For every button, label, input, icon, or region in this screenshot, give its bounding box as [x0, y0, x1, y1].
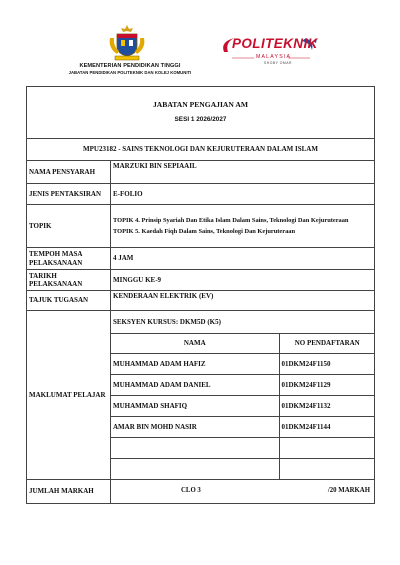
students-cell: [111, 311, 375, 480]
topic-label: TOPIK: [27, 205, 111, 248]
students-table: [111, 311, 375, 479]
politeknik-tagline: SHOBY OMAR: [264, 61, 292, 65]
topic-4: TOPIK 4. Prinsip Syariah Dan Etika Islam Dalam Sains, Teknologi Dan Kejuruteraan: [113, 216, 349, 224]
date-label: TARIKH PELAKSANAAN: [27, 270, 111, 291]
marks-value: /20 MARKAH: [327, 487, 370, 495]
empty-row: [111, 459, 375, 480]
course-title: MPU23182 - SAINS TEKNOLOGI DAN KEJURUTERAAN DALAM ISLAM: [27, 139, 375, 161]
lecturer-label: NAMA PENSYARAH: [27, 161, 111, 184]
assessment-label: JENIS PENTAKSIRAN: [27, 184, 111, 205]
lecturer-value: MARZUKI BIN SEPIAAIL: [111, 161, 375, 184]
course-row: [27, 139, 375, 161]
student-name: MUHAMMAD ADAM DANIEL: [111, 375, 279, 396]
table-row: [111, 354, 375, 375]
students-label: MAKLUMAT PELAJAR: [27, 311, 111, 480]
task-title-value: KENDERAAN ELEKTRIK (EV): [111, 291, 375, 311]
date-row: [27, 270, 375, 291]
assignment-cover-table: [26, 86, 375, 504]
student-reg: 01DKM24F1129: [279, 375, 375, 396]
students-row: [27, 311, 375, 480]
student-reg: 01DKM24F1144: [279, 417, 375, 438]
assessment-row: [27, 184, 375, 205]
course-section: SEKSYEN KURSUS: DKM5D (K5): [111, 311, 375, 334]
session-title: SESI 1 2026/2027: [174, 115, 227, 123]
total-row: [27, 480, 375, 504]
department-title: JABATAN PENGAJIAN AM: [152, 100, 249, 109]
duration-label: TEMPOH MASA PELAKSANAAN: [27, 248, 111, 270]
student-reg: 01DKM24F1132: [279, 396, 375, 417]
student-name: AMAR BIN MOHD NASIR: [111, 417, 279, 438]
task-title-row: [27, 291, 375, 311]
politeknik-wordmark: POLITEKNIK: [232, 36, 318, 51]
topic-5: TOPIK 5. Kaedah Fiqh Dalam Sains, Teknologi Dan Kejuruteraan: [113, 227, 296, 235]
student-name: MUHAMMAD ADAM HAFIZ: [111, 354, 279, 375]
date-value: MINGGU KE-9: [111, 270, 375, 291]
col-reg-header: NO PENDAFTARAN: [279, 334, 375, 354]
duration-row: [27, 248, 375, 270]
student-name: MUHAMMAD SHAFIQ: [111, 396, 279, 417]
assessment-value: E-FOLIO: [111, 184, 375, 205]
empty-row: [111, 438, 375, 459]
topic-row: [27, 205, 375, 248]
col-name-header: NAMA: [111, 334, 279, 354]
ministry-department: JABATAN PENDIDIKAN POLITEKNIK DAN KOLEJ KOMUNITI: [68, 70, 192, 75]
topic-cell: [111, 205, 375, 248]
task-title-label: TAJUK TUGASAN: [27, 291, 111, 311]
table-row: [111, 396, 375, 417]
total-label: JUMLAH MARKAH: [27, 480, 111, 504]
malaysia-crest-logo: [107, 24, 147, 62]
clo-value: CLO 3: [181, 487, 201, 495]
ministry-heading: [60, 63, 200, 75]
lecturer-row: [27, 161, 375, 184]
student-reg: 01DKM24F1150: [279, 354, 375, 375]
students-header-row: [111, 334, 375, 354]
table-row: [111, 417, 375, 438]
duration-value: 4 JAM: [111, 248, 375, 270]
politeknik-country: MALAYSIA: [256, 54, 292, 60]
section-row: [111, 311, 375, 334]
ministry-name: KEMENTERIAN PENDIDIKAN TINGGI: [79, 63, 181, 69]
title-row: [27, 87, 375, 139]
table-row: [111, 375, 375, 396]
